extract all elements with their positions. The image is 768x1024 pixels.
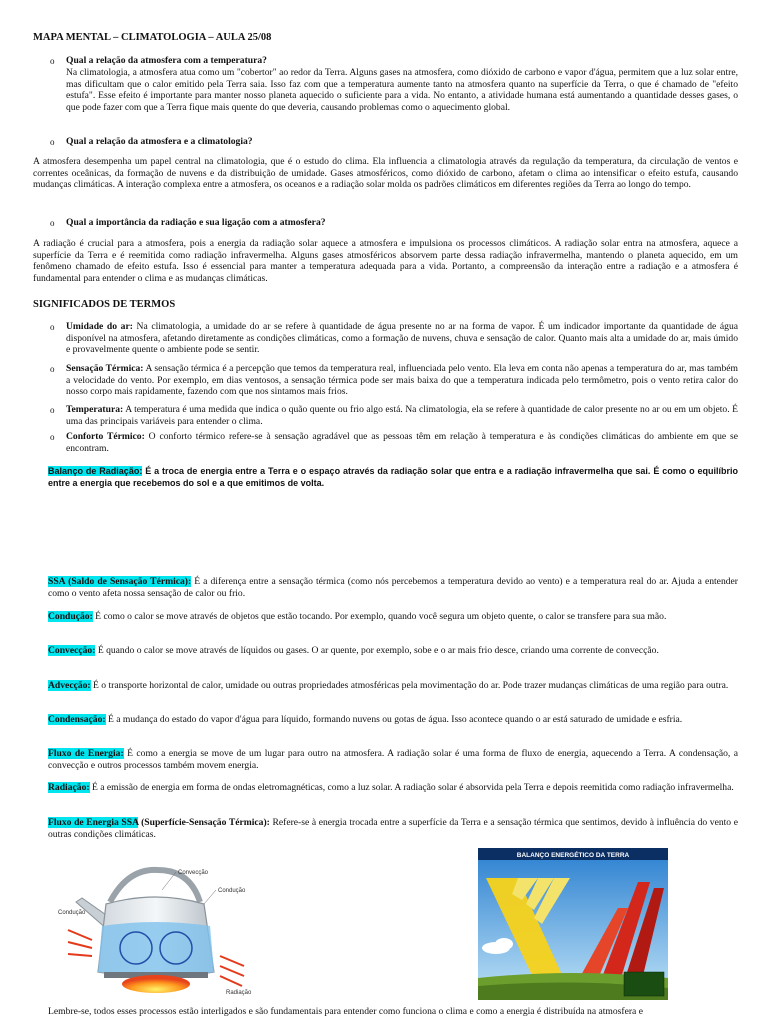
def-fluxo-energia-ssa [48,817,738,840]
answer-2: A atmosfera desempenha um papel central na climatologia, que é o estudo do clima. Ela influencia a climatologia através da regulação da temperatura, da circulação de ventos e correntes oceânicas, da formação de nuvens e da distribuição de umidade. Gases atmosféricos, como dióxido de carbono, afetam o clima ao intensificar o efeito estufa, causando mudanças climáticas. A interação complexa entre a atmosfera, os oceanos e a radiação solar molda os padrões climáticos em diferentes regiões da Terra ao longo do tempo. [33,156,738,190]
def-condensacao [48,714,738,726]
term-label: Conforto Térmico: [66,431,145,442]
question-3: Qual a importância da radiação e sua ligação com a atmosfera? [66,217,326,228]
term-text: É como o calor se move através de objetos que estão tocando. Por exemplo, quando você segura um objeto quente, o calor se transfere para sua mão. [92,611,667,622]
energy-balance-title: BALANÇO ENERGÉTICO DA TERRA [516,852,630,859]
balanco-radiacao [48,465,738,489]
term-text: É a diferença entre a sensação térmica (como nós percebemos a temperatura devido ao vento) e a temperatura real do ar. Ajuda a entender como o vento afeta nossa sensação de calor ou frio. [48,576,738,599]
highlight-term: Condensação: [48,714,106,725]
highlight-term: Fluxo de Energia: [48,748,124,759]
bullet-circle: o [50,322,55,332]
term-text: Refere-se à energia trocada entre a superfície da Terra e a sensação térmica que sentimos, devido à influência do vento e outras condições climáticas. [48,817,738,840]
label-conveccao: Convecção [178,870,209,876]
bullet-circle: o [50,405,55,415]
term-text: Na climatologia, a umidade do ar se refere à quantidade de água presente no ar na forma de vapor. É um indicador importante da quantidade de água disponível na atmosfera, afetando diretamente as condições climáticas, como a formação de nuvens, chuva e sensação de calor. Quanto mais alta a umidade do ar, mais úmido e provavelmente quente o ambiente pode se sentir. [66,321,738,355]
term-conforto-termico [66,431,738,454]
term-text: É como a energia se move de um lugar para outro na atmosfera. A radiação solar é uma forma de fluxo de energia, aquecendo a Terra. A condensação, a convecção e outros processos também movem energia. [48,748,738,771]
term-label: Sensação Térmica: [66,363,144,374]
term-temperatura [66,404,738,427]
term-text: É a troca de energia entre a Terra e o espaço através da radiação solar que entra e a radiação infravermelha que sai. É como o equilíbrio entre a energia que recebemos do sol e a que emitimos de volta. [48,466,738,488]
answer-1: Na climatologia, a atmosfera atua como um "cobertor" ao redor da Terra. Alguns gases na atmosfera, como dióxido de carbono e vapor d'água, permitem que a luz solar entre, mas dificultam que o calor emitido pela Terra saia. Isso faz com que a temperatura aumente tanto na atmosfera quanto na superfície da Terra, o que é chamado de "efeito estufa". Esse efeito é importante para manter nosso planeta aquecido o suficiente para a vida. No entanto, a atividade humana está aumentando a quantidade desses gases, o que pode fazer com que a Terra fique mais quente do que deveria, causando problemas como o aquecimento global. [66,67,738,113]
question-2: Qual a relação da atmosfera e a climatologia? [66,136,253,147]
kettle-heat-transfer-illustration [58,860,258,1000]
term-umidade [66,321,738,356]
question-1: Qual a relação da atmosfera com a temperatura? [66,55,267,66]
highlight-term: Radiação: [48,782,90,793]
term-text: O conforto térmico refere-se à sensação agradável que as pessoas têm em relação à temperatura e às condições climáticas do ambiente em que se encontram. [66,431,738,454]
highlight-term: Condução: [48,611,93,622]
label-conducao-left: Condução [58,910,86,916]
energy-balance-diagram [478,848,668,1000]
closing-paragraph: Lembre-se, todos esses processos estão interligados e são fundamentais para entender como funciona o clima e como a energia é distribuída na atmosfera e [48,1006,643,1017]
def-adveccao [48,680,738,692]
answer-3: A radiação é crucial para a atmosfera, pois a energia da radiação solar aquece a atmosfera e impulsiona os processos climáticos. A radiação solar entra na atmosfera, aquece a superfície da Terra e é reemitida como radiação infravermelha. Alguns gases atmosféricos absorvem parte dessa radiação infravermelha, mantendo o planeta aquecido, em um fenômeno chamado de efeito estufa. Isso é essencial para manter a temperatura adequada para a vida. Portanto, a compreensão da interação entre a radiação e a atmosfera é fundamental para entender o clima e as mudanças climáticas. [33,238,738,284]
highlight-term: SSA (Saldo de Sensação Térmica): [48,576,192,587]
highlight-term: Balanço de Radiação: [48,466,143,476]
bullet-circle: o [50,137,55,147]
bullet-circle: o [50,432,55,442]
term-sensacao-termica [66,363,738,398]
def-ssa [48,576,738,599]
bullet-circle: o [50,56,55,66]
term-label: Temperatura: [66,404,124,415]
term-label-rest: (Superfície-Sensação Térmica): [138,817,270,828]
def-conducao [48,611,738,623]
bullet-circle: o [50,218,55,228]
bullet-circle: o [50,364,55,374]
highlight-term: Convecção: [48,645,96,656]
def-radiacao [48,782,738,794]
section-title: SIGNIFICADOS DE TERMOS [33,299,176,310]
term-text: É a emissão de energia em forma de ondas eletromagnéticas, como a luz solar. A radiação solar é absorvida pela Terra e depois reemitida como radiação infravermelha. [89,782,734,793]
def-fluxo-energia [48,748,738,771]
term-text: É a mudança do estado do vapor d'água para líquido, formando nuvens ou gotas de água. Isso acontece quando o ar está saturado de umidade e esfria. [105,714,683,725]
term-label: Umidade do ar: [66,321,133,332]
page-title: MAPA MENTAL – CLIMATOLOGIA – AULA 25/08 [33,32,272,43]
term-text: A temperatura é uma medida que indica o quão quente ou frio algo está. Na climatologia, ela se refere à quantidade de calor presente no ar ou em um objeto. É uma das principais variáveis para entender o clima. [66,404,738,427]
term-text: É quando o calor se move através de líquidos ou gases. O ar quente, por exemplo, sobe e o ar mais frio desce, criando uma corrente de convecção. [95,645,659,656]
label-radiacao: Radiação [226,990,252,996]
def-conveccao [48,645,738,657]
label-conducao-right: Condução [218,888,246,894]
highlight-term: Advecção: [48,680,91,691]
term-text: É o transporte horizontal de calor, umidade ou outras propriedades atmosféricas pela movimentação do ar. Pode trazer mudanças climáticas de uma região para outra. [90,680,729,691]
term-text: A sensação térmica é a percepção que temos da temperatura real, influenciada pelo vento. Ela leva em conta não apenas a temperatura do ar, mas também a velocidade do vento. Por exemplo, em dias ventosos, a sensação térmica pode ser mais baixa do que a temperatura indicada pelo termômetro, pois o vento retira calor do nosso corpo mais rapidamente, fazendo com que nos sintamos mais frios. [66,363,739,397]
highlight-term: Fluxo de Energia SSA [48,817,139,828]
